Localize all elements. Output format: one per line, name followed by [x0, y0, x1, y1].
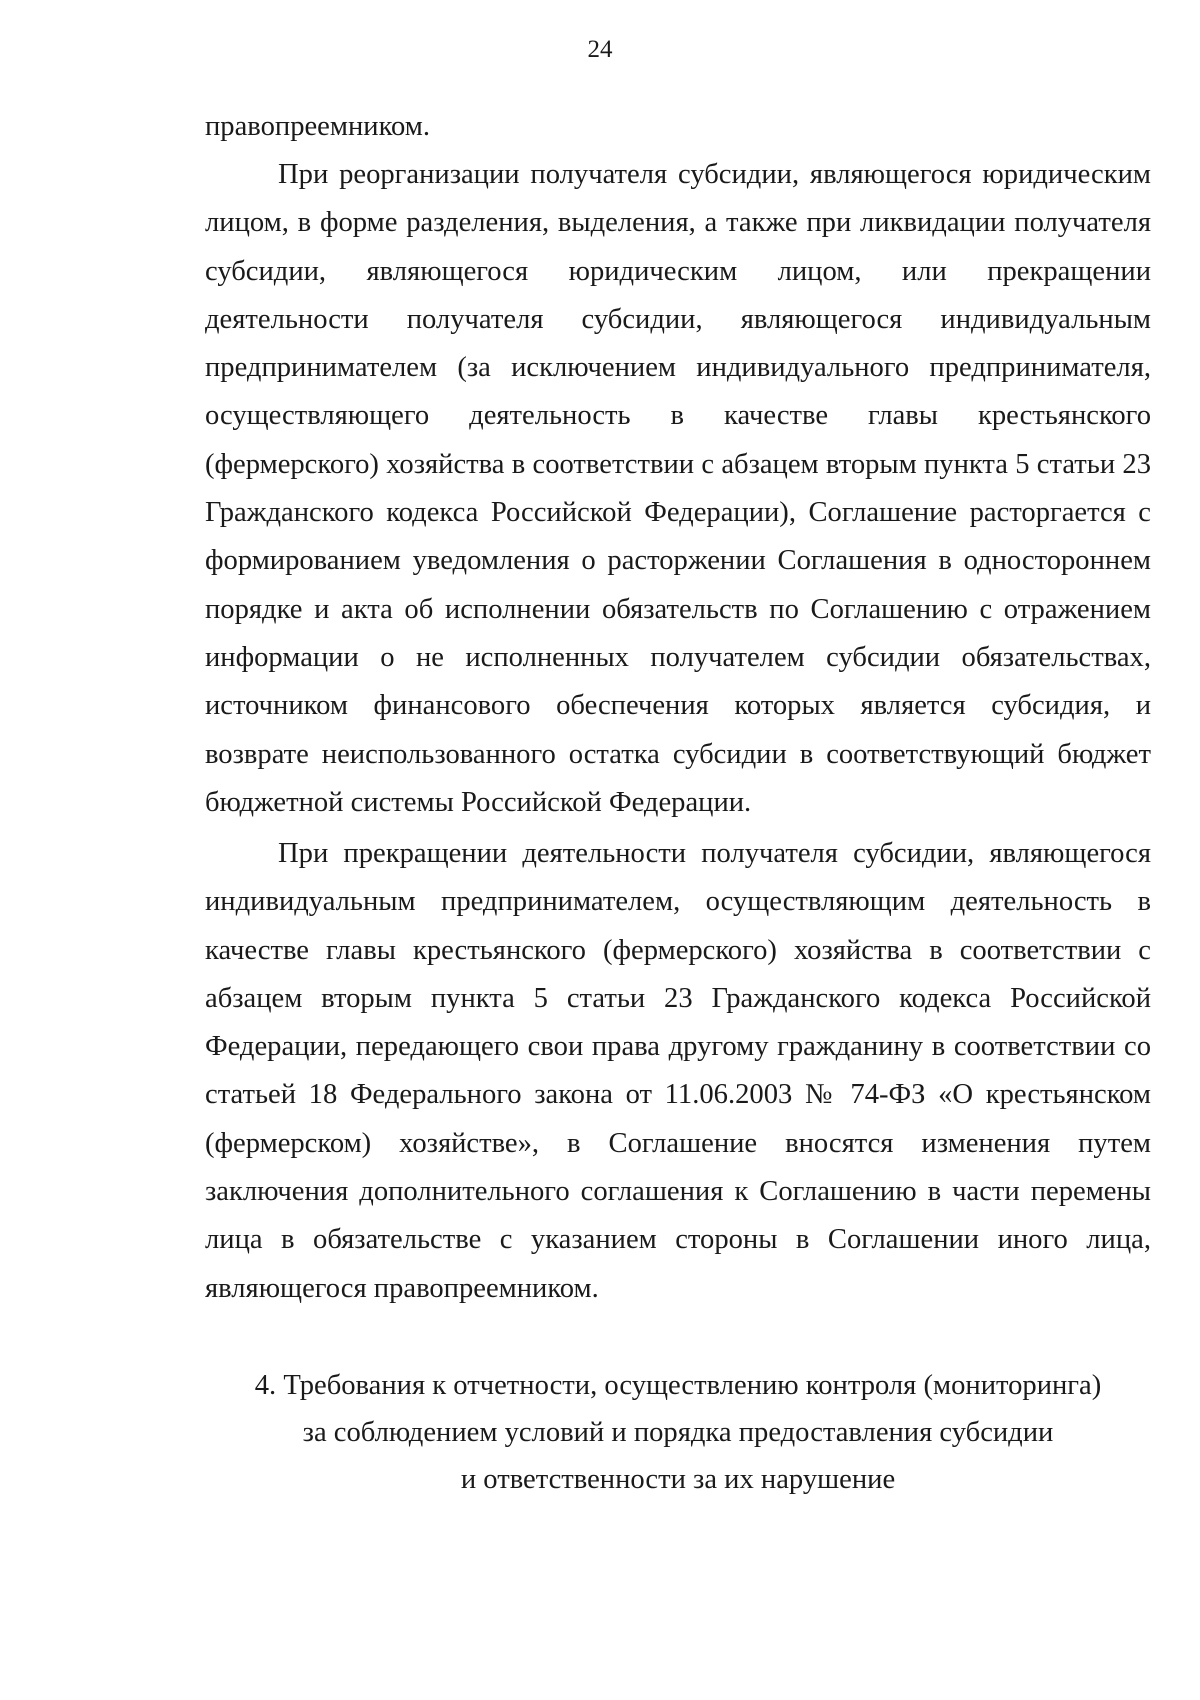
section-heading-line-2: за соблюдением условий и порядка предоставления субсидии — [302, 1417, 1054, 1448]
page-number: 24 — [587, 36, 613, 63]
paragraph-reorganization: При реорганизации получателя субсидии, являющегося юридическим лицом, в форме разделения, выделения, а также при ликвидации получателя субсидии, являющегося юридическим лицом, или прекращении деятельности получателя субсидии, являющегося индивидуальным предпринимателем (за исключением индивидуального предпринимателя, осуществляющего деятельность в качестве главы крестьянского (фермерского) хозяйства в соответствии с абзацем вторым пункта 5 статьи 23 Гражданского кодекса Российской Федерации), Соглашение расторгается с формированием уведомления о расторжении Соглашения в одностороннем порядке и акта об исполнении обязательств по Соглашению с отражением информации о не исполненных получателем субсидии обязательствах, источником финансового обеспечения которых является субсидия, и возврате неиспользованного остатка субсидии в соответствующий бюджет бюджетной системы Российской Федерации. — [205, 159, 1151, 818]
section-heading — [205, 1362, 1151, 1503]
paragraph-termination: При прекращении деятельности получателя субсидии, являющегося индивидуальным предпринимателем, осуществляющим деятельность в качестве главы крестьянского (фермерского) хозяйства в соответствии с абзацем вторым пункта 5 статьи 23 Гражданского кодекса Российской Федерации, передающего свои права другому гражданину в соответствии со статьей 18 Федерального закона от 11.06.2003 № 74-ФЗ «О крестьянском (фермерском) хозяйстве», в Соглашение вносятся изменения путем заключения дополнительного соглашения к Соглашению в части перемены лица в обязательстве с указанием стороны в Соглашении иного лица, являющегося правопреемником. — [205, 838, 1151, 1304]
section-heading-line-3: и ответственности за их нарушение — [460, 1464, 896, 1495]
paragraph-continuation: правопреемником. — [205, 111, 431, 142]
section-heading-line-1: 4. Требования к отчетности, осуществлению контроля (мониторинга) — [254, 1370, 1102, 1401]
